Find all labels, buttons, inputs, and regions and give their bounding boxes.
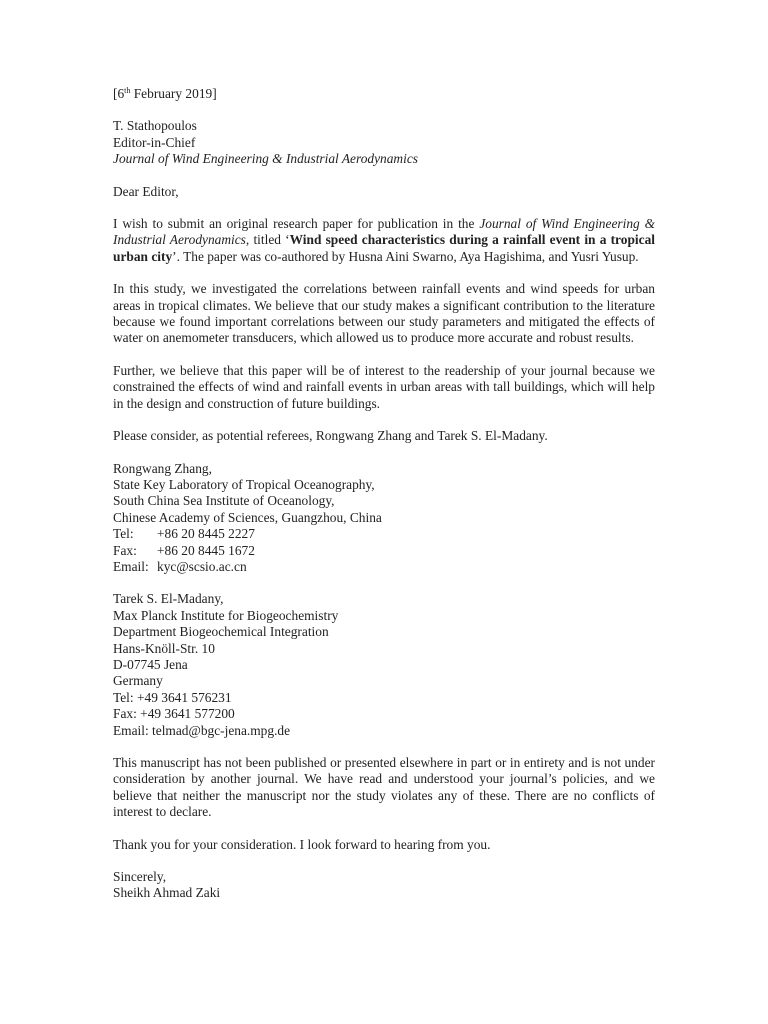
referee1-email xyxy=(113,559,655,575)
date-month-year: February 2019] xyxy=(130,86,217,101)
referee-block-2 xyxy=(113,591,655,739)
date-ordinal: th xyxy=(124,86,131,95)
paragraph-submission xyxy=(113,216,655,265)
referee2-street: Hans-Knöll-Str. 10 xyxy=(113,640,215,656)
referee2-email: Email: telmad@bgc-jena.mpg.de xyxy=(113,722,291,738)
referee2-fax: Fax: +49 3641 577200 xyxy=(113,706,235,722)
tel-label: Tel: xyxy=(113,526,134,542)
referee2-institute: Max Planck Institute for Biogeochemistry xyxy=(113,607,339,623)
referee2-country: Germany xyxy=(113,673,163,689)
paragraph-referees: Please consider, as potential referees, Rongwang Zhang and Tarek S. El-Madany. xyxy=(113,428,548,444)
email-value: kyc@scsio.ac.cn xyxy=(157,558,247,574)
para1-mid: , titled ‘ xyxy=(245,232,290,248)
referee-block-1 xyxy=(113,461,655,576)
paragraph-declaration: This manuscript has not been published or presented elsewhere in part or in entirety and is not under consideration by another journal. We have read and understood your journal’s policies, and we believe that neither the manuscript nor the study violates any of these. There are no conflicts of interest to declare. xyxy=(113,755,655,820)
paragraph-interest: Further, we believe that this paper will be of interest to the readership of your journal because we constrained the effects of wind and rainfall events in urban areas with tall buildings, which will help in the design and construction of future buildings. xyxy=(113,362,655,411)
fax-value: +86 20 8445 1672 xyxy=(157,542,255,558)
recipient-role: Editor-in-Chief xyxy=(113,134,196,150)
signature-name: Sheikh Ahmad Zaki xyxy=(113,885,221,901)
recipient-journal: Journal of Wind Engineering & Industrial Aerodynamics xyxy=(113,151,418,167)
paragraph-thanks: Thank you for your consideration. I look forward to hearing from you. xyxy=(113,836,491,852)
para1-lead: I wish to submit an original research paper for publication in the xyxy=(113,216,480,232)
referee2-name: Tarek S. El-Madany, xyxy=(113,591,224,607)
para1-journal: Journal of Wind Engineering & Industrial Aerodynamics xyxy=(113,216,655,248)
referee1-name: Rongwang Zhang, xyxy=(113,460,212,476)
referee1-fax xyxy=(113,543,655,559)
referee2-tel: Tel: +49 3641 576231 xyxy=(113,689,232,705)
referee1-address-line: State Key Laboratory of Tropical Oceanography, xyxy=(113,476,375,492)
letter-date xyxy=(113,86,655,102)
paragraph-study: In this study, we investigated the correlations between rainfall events and wind speeds for urban areas in tropical climates. We believe that our study makes a significant contribution to the literature because we found important correlations between our study parameters and mitigated the effects of water on anemometer transducers, which allowed us to produce more accurate and robust results. xyxy=(113,281,655,346)
date-day: [6 xyxy=(113,86,125,101)
paper-title: Wind speed characteristics during a rainfall event in a tropical urban city xyxy=(113,232,655,264)
referee2-department: Department Biogeochemical Integration xyxy=(113,624,329,640)
cover-letter xyxy=(113,86,655,902)
recipient-name: T. Stathopoulos xyxy=(113,118,197,134)
fax-label: Fax: xyxy=(113,542,137,558)
referee2-city: D-07745 Jena xyxy=(113,656,188,672)
email-label: Email: xyxy=(113,558,149,574)
closing: Sincerely, xyxy=(113,869,167,885)
referee1-address-line: Chinese Academy of Sciences, Guangzhou, China xyxy=(113,509,382,525)
referee1-tel xyxy=(113,526,655,542)
referee1-address-line: South China Sea Institute of Oceanology, xyxy=(113,493,335,509)
tel-value: +86 20 8445 2227 xyxy=(157,526,255,542)
para1-tail: ’. The paper was co-authored by Husna Aini Swarno, Aya Hagishima, and Yusri Yusup. xyxy=(172,248,639,264)
salutation: Dear Editor, xyxy=(113,183,179,199)
